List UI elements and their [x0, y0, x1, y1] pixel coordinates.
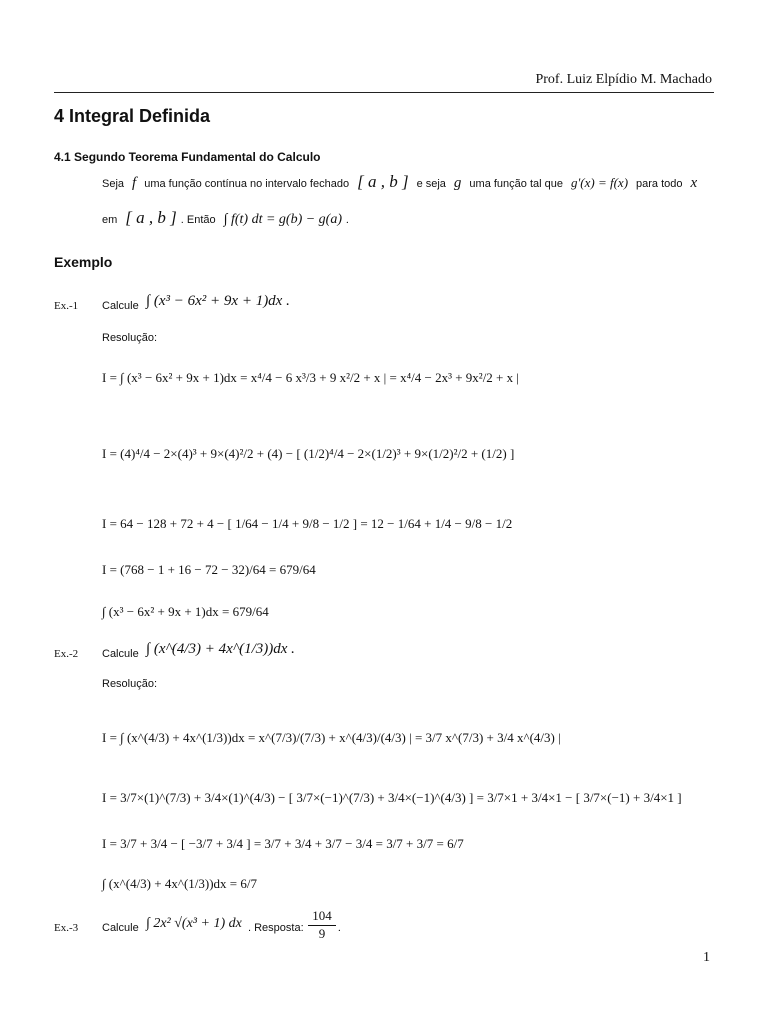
- theorem-em: em: [102, 214, 118, 226]
- ex3-integral: ∫ 2x² √(x³ + 1) dx: [146, 916, 242, 931]
- ex1-step-3: I = 64 − 128 + 72 + 4 − [ 1/64 − 1/4 + 9/8 − 1/2 ] = 12 − 1/64 + 1/4 − 9/8 − 1/2: [102, 516, 513, 531]
- theorem-seja: Seja: [102, 178, 125, 190]
- ex2-integral: ∫ (x^(4/3) + 4x^(1/3))dx .: [146, 641, 295, 657]
- subsection-title: 4.1 Segundo Teorema Fundamental do Calculo: [54, 150, 321, 164]
- theorem-formula: ∫ f(t) dt = g(b) − g(a): [223, 212, 342, 227]
- ex2-step-1: I = ∫ (x^(4/3) + 4x^(1/3))dx = x^(7/3)/(7/3) + x^(4/3)/(4/3) | = 3/7 x^(7/3) + 3/4 x^(4/3) |: [102, 730, 561, 745]
- ex1-label: Ex.-1: [54, 300, 79, 312]
- theorem-line-2: [102, 208, 349, 228]
- theorem-text-3: uma função tal que: [469, 178, 563, 190]
- ex3-answer-denominator: 9: [308, 925, 336, 942]
- theorem-line-1: [102, 172, 697, 194]
- ex2-label: Ex.-2: [54, 648, 79, 660]
- ex1-integral: ∫ (x³ − 6x² + 9x + 1)dx .: [146, 293, 290, 309]
- header-rule: [54, 92, 714, 93]
- ex3-answer-numerator: 104: [312, 908, 332, 923]
- page-number: 1: [703, 950, 710, 965]
- theorem-dot: .: [346, 214, 349, 226]
- theorem-gprime: g'(x) = f(x): [571, 175, 629, 190]
- theorem-x: x: [690, 175, 698, 191]
- ex2-calcule: Calcule: [102, 648, 139, 660]
- ex1-calcule: Calcule: [102, 300, 139, 312]
- section-title: 4 Integral Definida: [54, 106, 211, 126]
- theorem-g: g: [453, 175, 462, 191]
- ex1-result: ∫ (x³ − 6x² + 9x + 1)dx = 679/64: [102, 604, 269, 619]
- ex1-step-4: I = (768 − 1 + 16 − 72 − 32)/64 = 679/64: [102, 562, 316, 577]
- ex1-step-2: I = (4)⁴/4 − 2×(4)³ + 9×(4)²/2 + (4) − [ (1/2)⁴/4 − 2×(1/2)³ + 9×(1/2)²/2 + (1/2) ]: [102, 446, 515, 461]
- theorem-interval: [ a , b ]: [357, 172, 409, 191]
- examples-heading: Exemplo: [54, 254, 113, 270]
- ex3-calcule: Calcule: [102, 922, 139, 934]
- ex2-step-3: I = 3/7 + 3/4 − [ −3/7 + 3/4 ] = 3/7 + 3/4 + 3/7 − 3/4 = 3/7 + 3/7 = 6/7: [102, 836, 464, 851]
- theorem-text-2: e seja: [416, 178, 446, 190]
- ex2-resolucao: Resolução:: [102, 678, 158, 690]
- ex3-label: Ex.-3: [54, 922, 79, 934]
- ex3-resposta: . Resposta:: [248, 922, 304, 934]
- ex1-step-1: I = ∫ (x³ − 6x² + 9x + 1)dx = x⁴/4 − 6 x³/3 + 9 x²/2 + x | = x⁴/4 − 2x³ + 9x²/2 + x |: [102, 370, 519, 385]
- theorem-f: f: [132, 175, 137, 191]
- ex1-resolucao: Resolução:: [102, 332, 158, 344]
- theorem-text-1: uma função contínua no intervalo fechado: [144, 178, 350, 190]
- theorem-interval-2: [ a , b ]: [125, 208, 177, 227]
- ex3-dot: .: [338, 922, 341, 934]
- ex2-result: ∫ (x^(4/3) + 4x^(1/3))dx = 6/7: [102, 876, 257, 891]
- ex2-step-2: I = 3/7×(1)^(7/3) + 3/4×(1)^(4/3) − [ 3/7×(−1)^(7/3) + 3/4×(−1)^(4/3) ] = 3/7×1 + 3/4×1 − [ 3/7×(−1) + 3/4×1 ]: [102, 790, 682, 805]
- theorem-text-4: para todo: [636, 178, 683, 190]
- ex3-answer: [308, 908, 336, 942]
- page-header-author: Prof. Luiz Elpídio M. Machado: [535, 72, 712, 87]
- theorem-entao: . Então: [180, 214, 216, 226]
